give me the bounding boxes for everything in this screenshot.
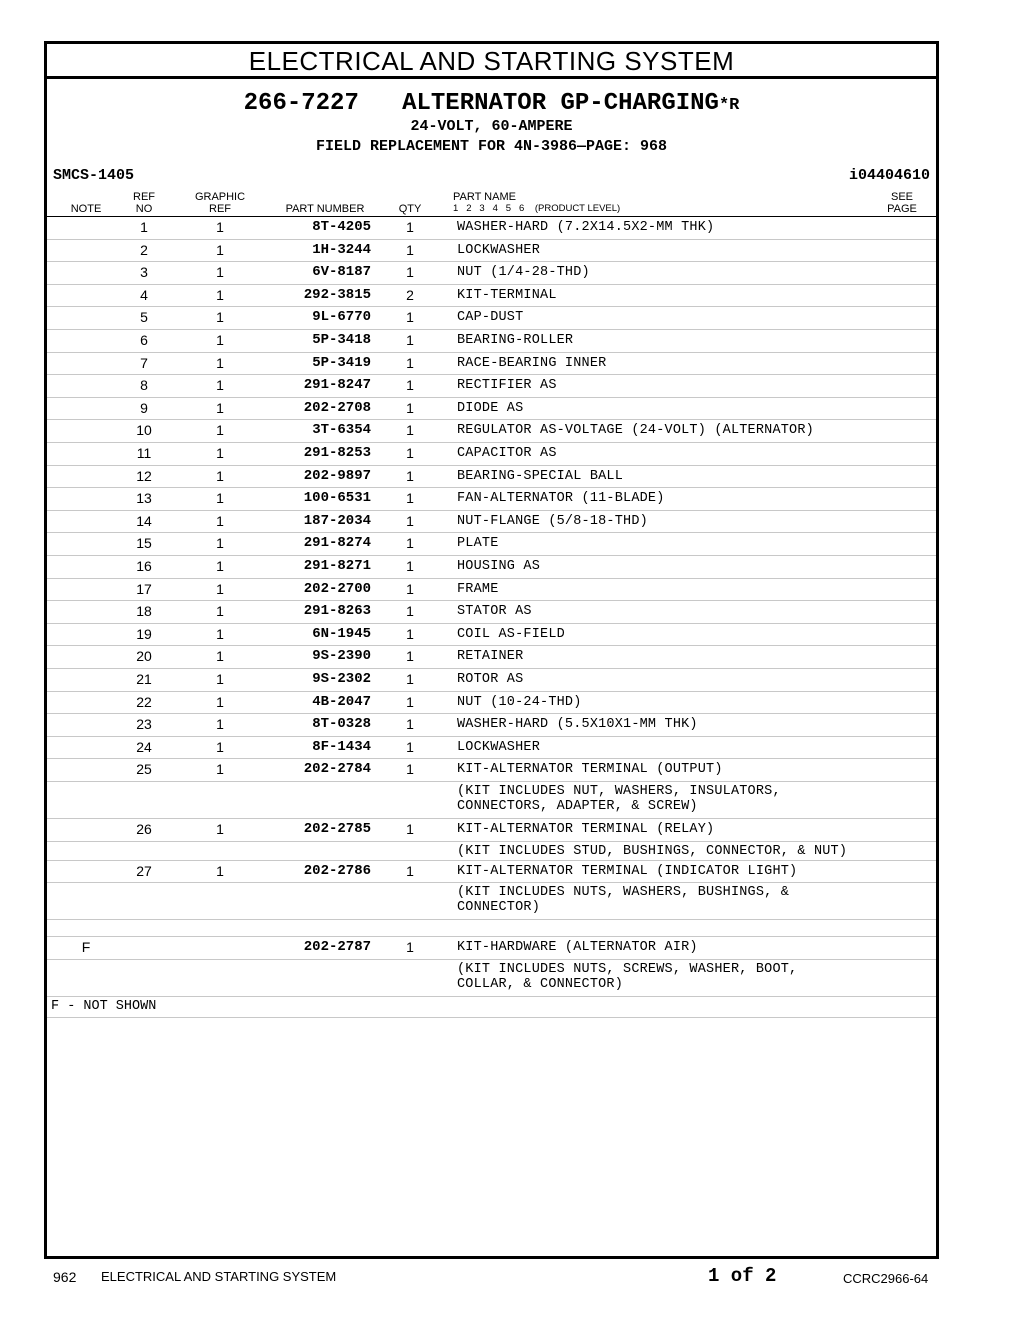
table-row bbox=[47, 217, 936, 240]
part-number: 9S-2390 bbox=[312, 648, 371, 665]
graphic-ref: 1 bbox=[216, 490, 224, 507]
part-name: (KIT INCLUDES NUT, WASHERS, INSULATORS, CONNECTORS, ADAPTER, & SCREW) bbox=[457, 784, 781, 814]
table-row bbox=[47, 488, 936, 511]
part-number: 291-8247 bbox=[303, 377, 371, 394]
graphic-ref: 1 bbox=[216, 264, 224, 281]
part-name: WASHER-HARD (7.2X14.5X2-MM THK) bbox=[457, 220, 715, 235]
part-number: 202-2784 bbox=[303, 761, 371, 778]
header-product-levels: 1 2 3 4 5 6 (PRODUCT LEVEL) bbox=[453, 203, 621, 214]
quantity: 1 bbox=[406, 535, 414, 552]
table-row bbox=[47, 759, 936, 782]
quantity: 1 bbox=[406, 377, 414, 394]
note-legend-row bbox=[47, 997, 936, 1018]
table-row bbox=[47, 375, 936, 398]
quantity: 1 bbox=[406, 422, 414, 439]
smcs-code: SMCS-1405 bbox=[53, 167, 135, 184]
graphic-ref: 1 bbox=[216, 354, 224, 371]
graphic-ref: 1 bbox=[216, 821, 224, 837]
part-number: 8T-0328 bbox=[312, 716, 371, 733]
part-number: 202-2787 bbox=[303, 939, 371, 956]
quantity: 1 bbox=[406, 399, 414, 416]
part-name: STATOR AS bbox=[457, 604, 532, 620]
graphic-ref: 1 bbox=[216, 445, 224, 461]
part-number: 5P-3419 bbox=[312, 354, 371, 371]
header-part-number: PART NUMBER bbox=[285, 203, 365, 215]
part-number: 5P-3418 bbox=[312, 332, 371, 348]
part-name: HOUSING AS bbox=[457, 559, 541, 574]
part-number: 1H-3244 bbox=[312, 241, 371, 258]
table-row bbox=[47, 443, 936, 466]
part-name: CAP-DUST bbox=[457, 310, 524, 326]
quantity: 1 bbox=[406, 693, 414, 710]
ref-number: 17 bbox=[136, 580, 152, 597]
ref-number: 16 bbox=[136, 558, 152, 574]
part-number: 8T-4205 bbox=[312, 219, 371, 235]
part-name: KIT-ALTERNATOR TERMINAL (RELAY) bbox=[457, 822, 715, 837]
graphic-ref: 1 bbox=[216, 309, 224, 326]
ref-number: 15 bbox=[136, 535, 152, 552]
graphic-ref: 1 bbox=[216, 377, 224, 394]
quantity: 1 bbox=[406, 821, 414, 837]
graphic-ref: 1 bbox=[216, 332, 224, 348]
header-qty: QTY bbox=[398, 203, 422, 215]
part-name: BEARING-SPECIAL BALL bbox=[457, 468, 624, 484]
part-number: 202-2708 bbox=[303, 399, 371, 416]
ref-number: 24 bbox=[136, 738, 152, 755]
graphic-ref: 1 bbox=[216, 399, 224, 416]
group-suffix: *R bbox=[718, 96, 740, 115]
part-name: LOCKWASHER bbox=[457, 242, 541, 258]
ref-number: 5 bbox=[140, 309, 148, 326]
part-number: 292-3815 bbox=[303, 286, 371, 303]
part-number: 202-2785 bbox=[303, 821, 371, 837]
quantity: 1 bbox=[406, 761, 414, 778]
header-ref-bottom: NO bbox=[135, 203, 153, 215]
graphic-ref: 1 bbox=[216, 219, 224, 235]
part-name: PLATE bbox=[457, 536, 499, 552]
part-number: 202-9897 bbox=[303, 467, 371, 484]
table-row bbox=[47, 398, 936, 421]
table-row bbox=[47, 556, 936, 579]
ref-number: 3 bbox=[140, 264, 148, 281]
part-name: FAN-ALTERNATOR (11-BLADE) bbox=[457, 491, 665, 507]
graphic-ref: 1 bbox=[216, 738, 224, 755]
part-name: (KIT INCLUDES NUTS, WASHERS, BUSHINGS, & CONNECTOR) bbox=[457, 885, 790, 916]
table-row bbox=[47, 307, 936, 330]
table-row bbox=[47, 624, 936, 647]
quantity: 1 bbox=[406, 332, 414, 348]
graphic-ref: 1 bbox=[216, 286, 224, 303]
quantity: 1 bbox=[406, 219, 414, 235]
quantity: 1 bbox=[406, 490, 414, 507]
part-number: 291-8271 bbox=[303, 558, 371, 574]
part-number: 9L-6770 bbox=[312, 309, 371, 326]
part-number: 202-2700 bbox=[303, 580, 371, 597]
table-row bbox=[47, 466, 936, 489]
quantity: 1 bbox=[406, 580, 414, 597]
table-row bbox=[47, 285, 936, 308]
part-name: REGULATOR AS-VOLTAGE (24-VOLT) (ALTERNATOR) bbox=[457, 423, 814, 439]
table-row bbox=[47, 782, 936, 819]
ref-number: 6 bbox=[140, 332, 148, 348]
table-row bbox=[47, 819, 936, 842]
table-row bbox=[47, 669, 936, 692]
quantity: 1 bbox=[406, 445, 414, 461]
page-frame bbox=[44, 41, 939, 1259]
table-row bbox=[47, 646, 936, 669]
ref-number: 19 bbox=[136, 625, 152, 642]
quantity: 1 bbox=[406, 671, 414, 687]
header-see-top: SEE bbox=[890, 191, 913, 203]
part-number: 100-6531 bbox=[303, 490, 371, 507]
graphic-ref: 1 bbox=[216, 693, 224, 710]
table-row bbox=[47, 240, 936, 263]
ref-number: 18 bbox=[136, 603, 152, 620]
group-part-number: 266-7227 bbox=[243, 90, 359, 117]
header-note: NOTE bbox=[70, 203, 102, 215]
graphic-ref: 1 bbox=[216, 648, 224, 665]
header-graphic-bottom: REF bbox=[209, 203, 231, 215]
part-name: (KIT INCLUDES NUTS, SCREWS, WASHER, BOOT, COLLAR, & CONNECTOR) bbox=[457, 961, 798, 992]
table-row bbox=[47, 330, 936, 353]
part-number: 187-2034 bbox=[303, 512, 371, 529]
quantity: 1 bbox=[406, 354, 414, 371]
quantity: 1 bbox=[406, 939, 414, 956]
group-name: ALTERNATOR GP-CHARGING bbox=[402, 90, 719, 117]
part-name: NUT (10-24-THD) bbox=[457, 694, 582, 710]
part-name: RACE-BEARING INNER bbox=[457, 355, 607, 371]
part-name: KIT-ALTERNATOR TERMINAL (INDICATOR LIGHT) bbox=[457, 863, 798, 879]
table-row bbox=[47, 601, 936, 624]
graphic-ref: 1 bbox=[216, 241, 224, 258]
quantity: 2 bbox=[406, 286, 414, 303]
header-part-name: PART NAME bbox=[453, 191, 516, 203]
part-name: LOCKWASHER bbox=[457, 739, 541, 755]
part-name: WASHER-HARD (5.5X10X1-MM THK) bbox=[457, 717, 698, 733]
ref-number: 26 bbox=[136, 821, 152, 837]
quantity: 1 bbox=[406, 558, 414, 574]
document-id: i04404610 bbox=[848, 167, 930, 184]
table-row bbox=[47, 511, 936, 534]
part-number: 291-8253 bbox=[303, 445, 371, 461]
part-name: COIL AS-FIELD bbox=[457, 626, 565, 642]
group-title bbox=[47, 90, 936, 120]
table-row bbox=[47, 920, 936, 937]
ref-number: 22 bbox=[136, 693, 152, 710]
ref-number: 10 bbox=[136, 422, 152, 439]
footer-page-of: 1 of 2 bbox=[708, 1265, 777, 1287]
part-name: BEARING-ROLLER bbox=[457, 333, 574, 348]
part-name: RECTIFIER AS bbox=[457, 378, 557, 394]
group-subtitle-voltage: 24-VOLT, 60-AMPERE bbox=[410, 118, 573, 135]
footer-section: ELECTRICAL AND STARTING SYSTEM bbox=[101, 1269, 337, 1284]
ref-number: 9 bbox=[140, 399, 148, 416]
part-number: 4B-2047 bbox=[312, 693, 371, 710]
quantity: 1 bbox=[406, 309, 414, 326]
note: F bbox=[81, 939, 91, 956]
ref-number: 14 bbox=[136, 512, 152, 529]
ref-number: 13 bbox=[136, 490, 152, 507]
header-graphic-top: GRAPHIC bbox=[194, 191, 246, 203]
table-row bbox=[47, 692, 936, 715]
quantity: 1 bbox=[406, 716, 414, 733]
table-row bbox=[47, 533, 936, 556]
ref-number: 1 bbox=[140, 219, 148, 235]
footer-doc-code: CCRC2966-64 bbox=[843, 1271, 929, 1286]
table-row bbox=[47, 861, 936, 884]
ref-number: 27 bbox=[136, 862, 152, 879]
section-title: ELECTRICAL AND STARTING SYSTEM bbox=[47, 44, 936, 79]
part-number: 291-8263 bbox=[303, 603, 371, 620]
quantity: 1 bbox=[406, 603, 414, 620]
quantity: 1 bbox=[406, 241, 414, 258]
part-name: CAPACITOR AS bbox=[457, 446, 557, 461]
ref-number: 25 bbox=[136, 761, 152, 778]
part-number: 3T-6354 bbox=[312, 422, 371, 439]
table-row bbox=[47, 262, 936, 285]
quantity: 1 bbox=[406, 862, 414, 879]
graphic-ref: 1 bbox=[216, 512, 224, 529]
part-number: 6V-8187 bbox=[312, 264, 371, 281]
ref-number: 4 bbox=[140, 286, 148, 303]
graphic-ref: 1 bbox=[216, 716, 224, 733]
table-row bbox=[47, 353, 936, 376]
table-row bbox=[47, 714, 936, 737]
part-name: KIT-HARDWARE (ALTERNATOR AIR) bbox=[457, 940, 698, 956]
graphic-ref: 1 bbox=[216, 558, 224, 574]
ref-number: 7 bbox=[140, 354, 148, 371]
table-row bbox=[47, 737, 936, 760]
quantity: 1 bbox=[406, 264, 414, 281]
header-see-bottom: PAGE bbox=[887, 203, 917, 215]
part-name: KIT-ALTERNATOR TERMINAL (OUTPUT) bbox=[457, 762, 723, 778]
footer-page-number: 962 bbox=[53, 1269, 77, 1285]
part-name: NUT (1/4-28-THD) bbox=[457, 265, 590, 281]
part-number: 202-2786 bbox=[303, 862, 371, 879]
quantity: 1 bbox=[406, 467, 414, 484]
quantity: 1 bbox=[406, 625, 414, 642]
part-number: 6N-1945 bbox=[312, 625, 371, 642]
part-name: NUT-FLANGE (5/8-18-THD) bbox=[457, 513, 648, 529]
quantity: 1 bbox=[406, 648, 414, 665]
part-number: 291-8274 bbox=[303, 535, 371, 552]
ref-number: 12 bbox=[136, 467, 152, 484]
group-subtitle-replacement: FIELD REPLACEMENT FOR 4N-3986—PAGE: 968 bbox=[315, 138, 668, 155]
table-row bbox=[47, 937, 936, 960]
quantity: 1 bbox=[406, 512, 414, 529]
graphic-ref: 1 bbox=[216, 580, 224, 597]
part-name: (KIT INCLUDES STUD, BUSHINGS, CONNECTOR, & NUT) bbox=[457, 843, 848, 859]
table-row bbox=[47, 883, 936, 920]
part-name: RETAINER bbox=[457, 649, 524, 665]
quantity: 1 bbox=[406, 738, 414, 755]
part-name: DIODE AS bbox=[457, 400, 524, 416]
header-ref-top: REF bbox=[133, 191, 155, 203]
graphic-ref: 1 bbox=[216, 467, 224, 484]
ref-number: 8 bbox=[140, 377, 148, 394]
ref-number: 11 bbox=[136, 445, 152, 461]
graphic-ref: 1 bbox=[216, 761, 224, 778]
table-row bbox=[47, 960, 936, 997]
graphic-ref: 1 bbox=[216, 603, 224, 620]
table-row bbox=[47, 842, 936, 861]
ref-number: 21 bbox=[136, 671, 152, 687]
part-number: 8F-1434 bbox=[312, 738, 371, 755]
graphic-ref: 1 bbox=[216, 625, 224, 642]
ref-number: 2 bbox=[140, 241, 148, 258]
table-row bbox=[47, 579, 936, 602]
part-name: FRAME bbox=[457, 581, 499, 597]
ref-number: 23 bbox=[136, 716, 152, 733]
graphic-ref: 1 bbox=[216, 862, 224, 879]
part-name: ROTOR AS bbox=[457, 672, 524, 687]
table-row bbox=[47, 420, 936, 443]
ref-number: 20 bbox=[136, 648, 152, 665]
graphic-ref: 1 bbox=[216, 671, 224, 687]
graphic-ref: 1 bbox=[216, 535, 224, 552]
part-name: KIT-TERMINAL bbox=[457, 287, 557, 303]
graphic-ref: 1 bbox=[216, 422, 224, 439]
note-legend: F - NOT SHOWN bbox=[51, 998, 157, 1014]
part-number: 9S-2302 bbox=[312, 671, 371, 687]
